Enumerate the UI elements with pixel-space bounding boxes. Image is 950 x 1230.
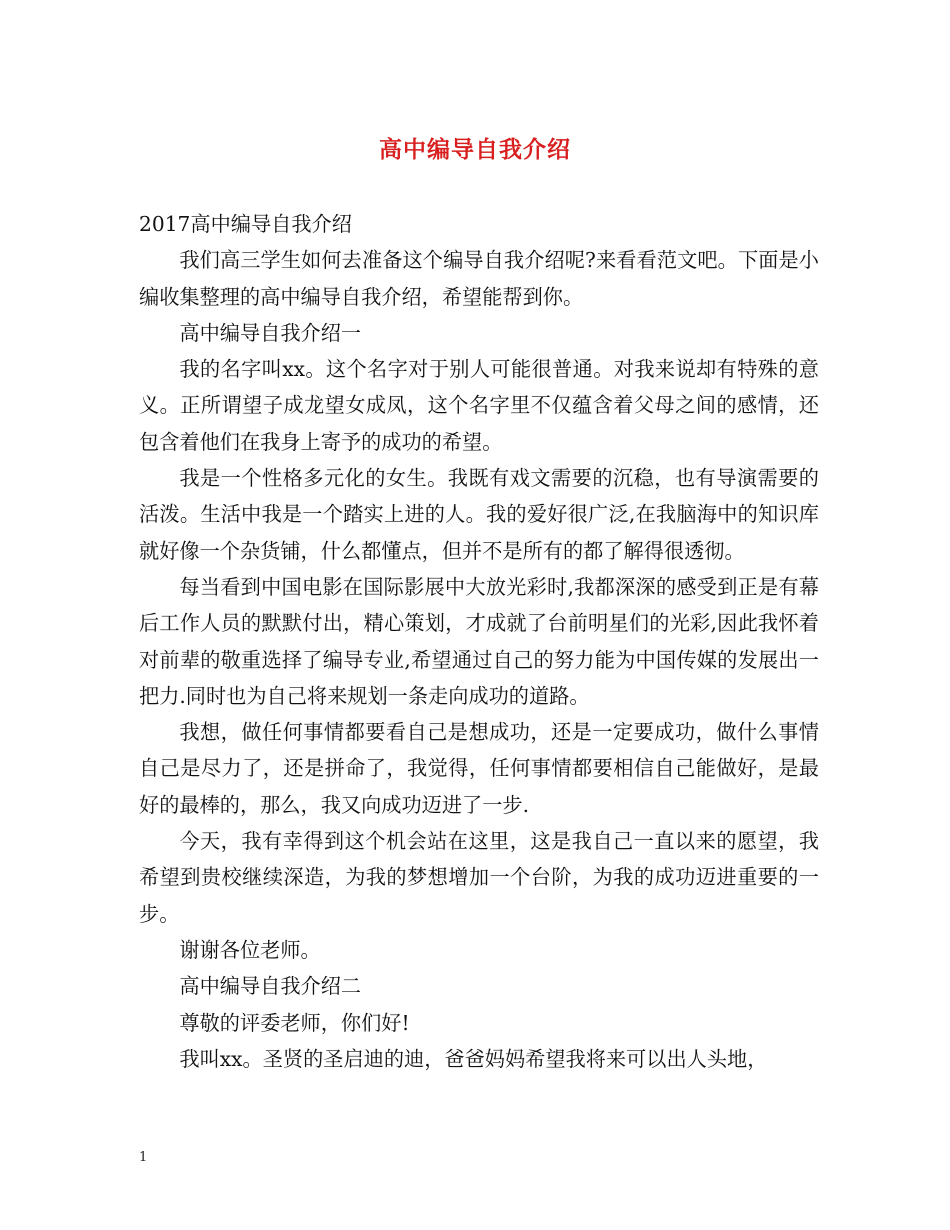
paragraph: 每当看到中国电影在国际影展中大放光彩时,我都深深的感受到正是有幕后工作人员的默默付出，精心策划，才成就了台前明星们的光彩,因此我怀着对前辈的敬重选择了编导专业,希望通过自己的努力能为中国传媒的发展出一把力.同时也为自己将来规划一条走向成功的道路。 [139,574,819,708]
section-heading-one: 高中编导自我介绍一 [179,320,362,345]
section-heading-two: 高中编导自我介绍二 [179,974,362,999]
paragraph: 今天，我有幸得到这个机会站在这里，这是我自己一直以来的愿望，我希望到贵校继续深造，为我的梦想增加一个台阶，为我的成功迈进重要的一步。 [139,829,819,926]
paragraph: 我叫xx。圣贤的圣启迪的迪，爸爸妈妈希望我将来可以出人头地， [179,1046,768,1071]
paragraph-heading: 2017高中编导自我介绍 [139,212,352,236]
paragraph: 我想，做任何事情都要看自己是想成功，还是一定要成功，做什么事情自己是尽力了，还是拼命了，我觉得，任何事情都要相信自己能做好，是最好的最棒的，那么，我又向成功迈进了一步. [139,720,819,817]
document-title: 高中编导自我介绍 [379,136,571,163]
paragraph-intro: 我们高三学生如何去准备这个编导自我介绍呢?来看看范文吧。下面是小编收集整理的高中编导自我介绍，希望能帮到你。 [139,248,819,309]
paragraph: 我的名字叫xx。这个名字对于别人可能很普通。对我来说却有特殊的意义。正所谓望子成龙望女成凤，这个名字里不仅蕴含着父母之间的感情，还包含着他们在我身上寄予的成功的希望。 [139,357,819,454]
paragraph: 我是一个性格多元化的女生。我既有戏文需要的沉稳，也有导演需要的活泼。生活中我是一个踏实上进的人。我的爱好很广泛,在我脑海中的知识库就好像一个杂货铺，什么都懂点，但并不是所有的都了解得很透彻。 [139,466,819,563]
document-body [139,206,819,1077]
paragraph-thanks: 谢谢各位老师。 [179,937,321,962]
paragraph-greeting: 尊敬的评委老师，你们好! [179,1010,410,1035]
page-number: 1 [139,1150,148,1165]
